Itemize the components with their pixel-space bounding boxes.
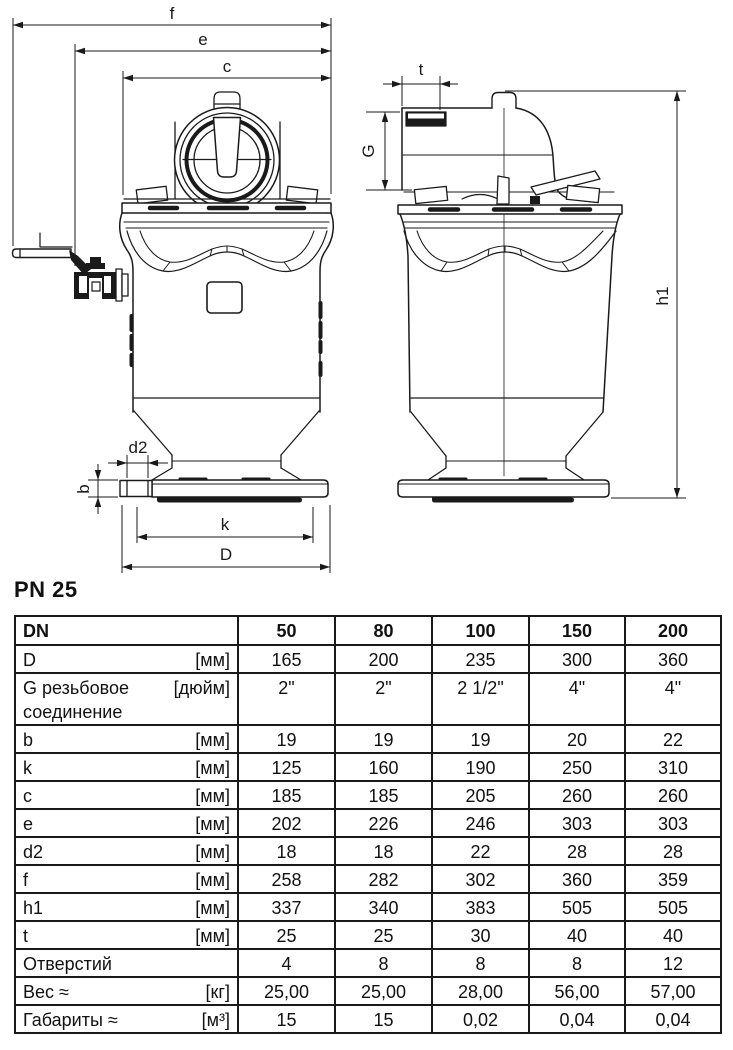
- spec-table: [14, 615, 722, 1034]
- parameter-unit: [мм]: [195, 786, 230, 806]
- dim-label-D: D: [219, 545, 233, 564]
- header-cell-dn100: 100: [432, 616, 529, 645]
- table-cell-value: 30: [432, 921, 529, 949]
- table-cell-parameter: [15, 781, 238, 809]
- table-cell-value: 8: [432, 949, 529, 977]
- valve-paddle: [214, 118, 241, 178]
- parameter-name: Вес ≈: [23, 982, 69, 1002]
- bottom-flange-side: [398, 479, 609, 503]
- table-cell-parameter: [15, 673, 238, 725]
- table-cell-value: 359: [625, 865, 721, 893]
- dim-label-c: c: [222, 57, 232, 76]
- table-cell-value: 19: [432, 725, 529, 753]
- parameter-name: k: [23, 758, 32, 778]
- parameter-name: f: [23, 870, 29, 890]
- table-cell-value: 25: [238, 921, 335, 949]
- dim-label-d2: d2: [128, 438, 148, 457]
- parameter-unit: [м³]: [201, 1010, 230, 1030]
- table-cell-parameter: [15, 809, 238, 837]
- table-cell-value: 260: [625, 781, 721, 809]
- table-cell-value: 19: [238, 725, 335, 753]
- table-cell-value: 250: [529, 753, 625, 781]
- parameter-name: h1: [23, 898, 44, 918]
- parameter-unit: [мм]: [195, 730, 230, 750]
- parameter-name: G резьбовое: [23, 678, 129, 698]
- table-cell-value: 202: [238, 809, 335, 837]
- side-view: [398, 93, 622, 503]
- table-cell-value: 12: [625, 949, 721, 977]
- table-cell-value: 200: [335, 645, 432, 673]
- table-cell-value: 57,00: [625, 977, 721, 1005]
- header-cell-dn150: 150: [529, 616, 625, 645]
- parameter-name-line2: соединение: [23, 702, 123, 722]
- table-cell-value: 185: [238, 781, 335, 809]
- parameter-name: e: [23, 814, 34, 834]
- table-cell-value: 260: [529, 781, 625, 809]
- header-cell-dn80: 80: [335, 616, 432, 645]
- bottom-flange: [120, 479, 328, 503]
- clamp-right-side: [566, 185, 599, 202]
- table-cell-value: 505: [529, 893, 625, 921]
- table-cell-value: 25,00: [238, 977, 335, 1005]
- parameter-name: Габариты ≈: [23, 1010, 118, 1030]
- table-row: [15, 865, 721, 893]
- table-cell-parameter: [15, 865, 238, 893]
- table-row: [15, 781, 721, 809]
- table-cell-value: 40: [529, 921, 625, 949]
- table-cell-value: 303: [625, 809, 721, 837]
- table-cell-value: 18: [238, 837, 335, 865]
- table-cell-value: 258: [238, 865, 335, 893]
- parameter-unit: [мм]: [195, 814, 230, 834]
- table-cell-value: 505: [625, 893, 721, 921]
- parameter-unit: [мм]: [195, 870, 230, 890]
- table-cell-value: 20: [529, 725, 625, 753]
- table-cell-value: 235: [432, 645, 529, 673]
- table-cell-value: 302: [432, 865, 529, 893]
- table-cell-value: 18: [335, 837, 432, 865]
- table-cell-value: 165: [238, 645, 335, 673]
- table-cell-value: 22: [432, 837, 529, 865]
- table-cell-parameter: [15, 1005, 238, 1033]
- table-cell-value: 25,00: [335, 977, 432, 1005]
- header-cell-dn: DN: [15, 616, 238, 645]
- dim-label-f: f: [169, 4, 175, 23]
- parameter-unit: [мм]: [195, 898, 230, 918]
- table-cell-value: 303: [529, 809, 625, 837]
- table-cell-value: 4": [625, 673, 721, 725]
- threaded-boss: [406, 112, 446, 126]
- table-cell-value: 28: [625, 837, 721, 865]
- valve-lever: [13, 249, 72, 258]
- parameter-unit: [кг]: [205, 982, 230, 1002]
- drain-ball-valve: [13, 233, 129, 301]
- table-cell-value: 310: [625, 753, 721, 781]
- parameter-unit: [мм]: [195, 758, 230, 778]
- dim-label-G: G: [359, 144, 378, 158]
- table-cell-value: 15: [238, 1005, 335, 1033]
- table-cell-parameter: [15, 725, 238, 753]
- parameter-name: d2: [23, 842, 44, 862]
- table-cell-value: 4": [529, 673, 625, 725]
- table-cell-value: 0,02: [432, 1005, 529, 1033]
- table-cell-value: 160: [335, 753, 432, 781]
- parameter-unit: [мм]: [195, 842, 230, 862]
- table-row: [15, 673, 721, 725]
- outlet-circle: [175, 108, 280, 213]
- table-cell-parameter: [15, 893, 238, 921]
- table-cell-value: 2": [335, 673, 432, 725]
- table-cell-value: 2 1/2": [432, 673, 529, 725]
- table-cell-value: 360: [625, 645, 721, 673]
- table-cell-value: 8: [335, 949, 432, 977]
- parameter-name: t: [23, 926, 29, 946]
- vent-knob-side: [492, 93, 516, 109]
- clamp-right: [286, 186, 317, 204]
- table-cell-value: 15: [335, 1005, 432, 1033]
- table-cell-parameter: [15, 645, 238, 673]
- dim-label-e: e: [198, 30, 208, 49]
- clamp-left: [136, 186, 167, 204]
- table-cell-parameter: [15, 949, 238, 977]
- table-row: [15, 725, 721, 753]
- nameplate: [207, 282, 242, 313]
- dim-label-b: b: [74, 484, 93, 494]
- table-cell-value: 28,00: [432, 977, 529, 1005]
- table-cell-value: 340: [335, 893, 432, 921]
- table-row: [15, 949, 721, 977]
- table-row: [15, 753, 721, 781]
- table-header-row: [15, 616, 721, 645]
- table-cell-parameter: [15, 921, 238, 949]
- table-cell-parameter: [15, 837, 238, 865]
- center-tab: [497, 176, 509, 204]
- table-cell-value: 360: [529, 865, 625, 893]
- parameter-name: c: [23, 786, 32, 806]
- table-cell-value: 25: [335, 921, 432, 949]
- table-cell-value: 40: [625, 921, 721, 949]
- flange-bolt: [120, 481, 152, 497]
- table-cell-value: 125: [238, 753, 335, 781]
- table-cell-parameter: [15, 977, 238, 1005]
- table-cell-value: 337: [238, 893, 335, 921]
- table-cell-parameter: [15, 753, 238, 781]
- table-cell-value: 28: [529, 837, 625, 865]
- dim-label-h1: h1: [653, 286, 672, 306]
- parameter-unit: [дюйм]: [173, 678, 230, 698]
- table-cell-value: 205: [432, 781, 529, 809]
- dim-label-k: k: [220, 515, 230, 534]
- table-row: [15, 1005, 721, 1033]
- table-row: [15, 921, 721, 949]
- parameter-name: Отверстий: [23, 954, 112, 974]
- dim-label-t: t: [418, 60, 424, 79]
- table-cell-value: 2": [238, 673, 335, 725]
- table-cell-value: 226: [335, 809, 432, 837]
- table-cell-value: 0,04: [529, 1005, 625, 1033]
- table-cell-value: 0,04: [625, 1005, 721, 1033]
- table-cell-value: 19: [335, 725, 432, 753]
- header-cell-dn50: 50: [238, 616, 335, 645]
- table-row: [15, 645, 721, 673]
- table-row: [15, 809, 721, 837]
- table-row: [15, 837, 721, 865]
- table-cell-value: 4: [238, 949, 335, 977]
- table-row: [15, 893, 721, 921]
- table-cell-value: 246: [432, 809, 529, 837]
- table-cell-value: 383: [432, 893, 529, 921]
- pn-rating-heading: PN 25: [14, 577, 78, 602]
- clamp-left-side: [414, 186, 447, 203]
- table-cell-value: 190: [432, 753, 529, 781]
- table-cell-value: 56,00: [529, 977, 625, 1005]
- table-cell-value: 22: [625, 725, 721, 753]
- parameter-unit: [мм]: [195, 926, 230, 946]
- header-cell-dn200: 200: [625, 616, 721, 645]
- table-cell-value: 8: [529, 949, 625, 977]
- parameter-unit: [мм]: [195, 650, 230, 670]
- parameter-name: D: [23, 650, 36, 670]
- table-row: [15, 977, 721, 1005]
- table-cell-value: 282: [335, 865, 432, 893]
- parameter-name: b: [23, 730, 34, 750]
- table-cell-value: 185: [335, 781, 432, 809]
- front-view: [13, 92, 334, 503]
- table-cell-value: 300: [529, 645, 625, 673]
